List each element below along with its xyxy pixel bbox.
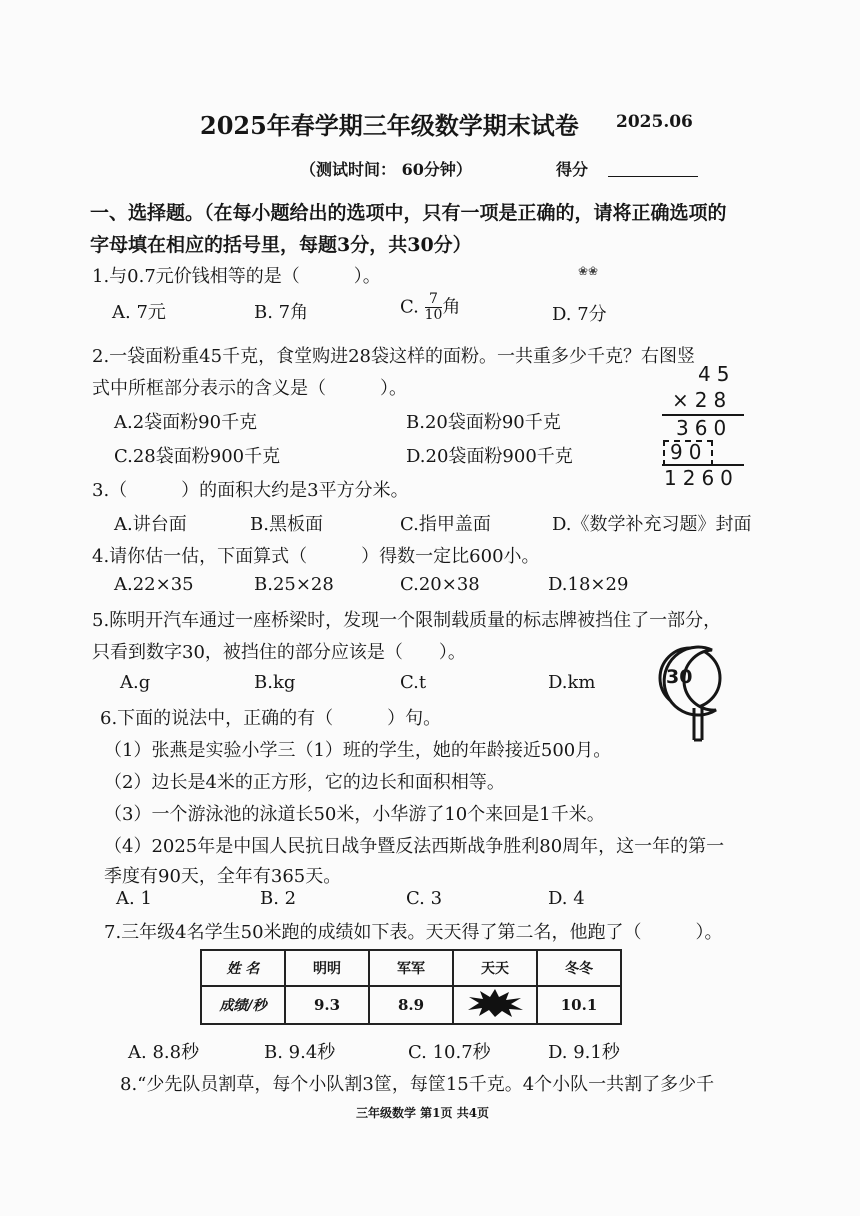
q4-stem: 4.请你估一估，下面算式（ ）得数一定比600小。 xyxy=(92,546,540,567)
q7-option-c: C. 10.7秒 xyxy=(408,1042,491,1063)
q1-option-c-unit: 角 xyxy=(442,296,461,318)
q2-stem-line2: 式中所框部分表示的含义是（ ）。 xyxy=(92,378,407,399)
q6-statement-1: （1）张燕是实验小学三（1）班的学生，她的年龄接近500月。 xyxy=(104,740,612,761)
q1-option-c-prefix: C. xyxy=(400,296,419,318)
q6-option-b: B. 2 xyxy=(260,888,297,909)
sign-number: 30 xyxy=(666,666,693,688)
q4-option-b: B.25×28 xyxy=(254,574,334,595)
q1-option-b: B. 7角 xyxy=(254,302,309,323)
q2-option-a: A.2袋面粉90千克 xyxy=(114,412,258,433)
table-row xyxy=(201,950,621,986)
q1-fraction xyxy=(425,292,443,323)
table-cell: 8.9 xyxy=(369,986,453,1024)
q1-fraction-denominator: 10 xyxy=(424,307,443,323)
q2-option-b: B.20袋面粉90千克 xyxy=(406,412,561,433)
q2-stem-line1: 2.一袋面粉重45千克，食堂购进28袋这样的面粉。一共重多少千克？右图竖 xyxy=(92,346,695,367)
q5-option-c: C.t xyxy=(400,672,427,693)
table-row xyxy=(201,986,621,1024)
score-blank[interactable] xyxy=(608,176,698,177)
q4-option-a: A.22×35 xyxy=(114,574,194,595)
q3-option-c: C.指甲盖面 xyxy=(400,514,491,535)
q5-option-a: A.g xyxy=(120,672,151,693)
q1-fraction-numerator: 7 xyxy=(425,292,443,308)
q7-option-d: D. 9.1秒 xyxy=(548,1042,620,1063)
table-cell: 成绩/秒 xyxy=(201,986,285,1024)
q4-option-c: C.20×38 xyxy=(400,574,480,595)
q5-option-d: D.km xyxy=(548,672,596,693)
q1-stem: 1.与0.7元价钱相等的是（ ）。 xyxy=(92,266,381,287)
table-header-cell: 天天 xyxy=(453,950,537,986)
q6-option-d: D. 4 xyxy=(548,888,585,909)
q3-stem: 3.（ ）的面积大约是3平方分米。 xyxy=(92,480,409,501)
q7-option-a: A. 8.8秒 xyxy=(128,1042,200,1063)
q7-option-b: B. 9.4秒 xyxy=(264,1042,336,1063)
q6-option-a: A. 1 xyxy=(116,888,152,909)
score-label: 得分 xyxy=(556,160,589,179)
section-heading-line2: 字母填在相应的括号里，每题3分，共30分） xyxy=(90,234,472,256)
exam-date: 2025.06 xyxy=(616,112,693,132)
limit-sign-illustration xyxy=(654,640,744,750)
q8-stem: 8.“少先队员割草，每个小队割3筐，每筐15千克。4个小队一共割了多少千 xyxy=(120,1074,715,1095)
test-time: （测试时间： 60分钟） xyxy=(300,160,472,179)
q3-option-d: D.《数学补充习题》封面 xyxy=(552,514,752,535)
page-footer: 三年级数学 第1页 共4页 xyxy=(356,1106,490,1120)
q2-option-d: D.20袋面粉900千克 xyxy=(406,446,573,467)
calc-line-5: 1260 xyxy=(664,466,739,490)
smudge-mark: ❀❀ xyxy=(578,264,599,278)
calc-line-1: 45 xyxy=(698,362,736,386)
section-heading: 一、选择题。（在每小题给出的选项中，只有一项是正确的，请将正确选项的 xyxy=(90,202,727,224)
q6-statement-4-cont: 季度有90天，全年有365天。 xyxy=(104,866,342,887)
q3-option-b: B.黑板面 xyxy=(250,514,323,535)
q6-stem: 6.下面的说法中，正确的有（ ）句。 xyxy=(100,708,442,729)
calc-line-4: 90 xyxy=(670,440,708,464)
q1-option-a: A. 7元 xyxy=(112,302,166,323)
ink-blot-icon xyxy=(465,988,525,1018)
q5-stem-line1: 5.陈明开汽车通过一座桥梁时，发现一个限制载质量的标志牌被挡住了一部分， xyxy=(92,610,722,631)
q5-stem-line2: 只看到数字30，被挡住的部分应该是（ ）。 xyxy=(92,642,466,663)
limit-sign-icon xyxy=(654,640,744,750)
page-title: 2025年春学期三年级数学期末试卷 xyxy=(200,111,579,140)
table-cell: 10.1 xyxy=(537,986,621,1024)
table-header-cell: 明明 xyxy=(285,950,369,986)
q6-statement-4: （4）2025年是中国人民抗日战争暨反法西斯战争胜利80周年，这一年的第一 xyxy=(104,836,725,857)
q2-option-c: C.28袋面粉900千克 xyxy=(114,446,281,467)
calc-line-3: 360 xyxy=(676,416,733,440)
table-cell: 9.3 xyxy=(285,986,369,1024)
q7-stem: 7.三年级4名学生50米跑的成绩如下表。天天得了第二名，他跑了（ ）。 xyxy=(104,922,723,943)
q1-option-c xyxy=(400,292,460,323)
q6-statement-3: （3）一个游泳池的泳道长50米，小华游了10个来回是1千米。 xyxy=(104,804,605,825)
hidden-score-cell xyxy=(453,986,537,1024)
q5-option-b: B.kg xyxy=(254,672,296,693)
q6-statement-2: （2）边长是4米的正方形，它的边长和面积相等。 xyxy=(104,772,505,793)
table-header-cell: 冬冬 xyxy=(537,950,621,986)
q1-option-d: D. 7分 xyxy=(552,304,607,325)
calc-line-2: ×28 xyxy=(672,388,733,412)
table-header-cell: 姓 名 xyxy=(201,950,285,986)
table-header-cell: 军军 xyxy=(369,950,453,986)
results-table xyxy=(200,949,622,1025)
q4-option-d: D.18×29 xyxy=(548,574,629,595)
q3-option-a: A.讲台面 xyxy=(114,514,187,535)
q6-option-c: C. 3 xyxy=(406,888,443,909)
